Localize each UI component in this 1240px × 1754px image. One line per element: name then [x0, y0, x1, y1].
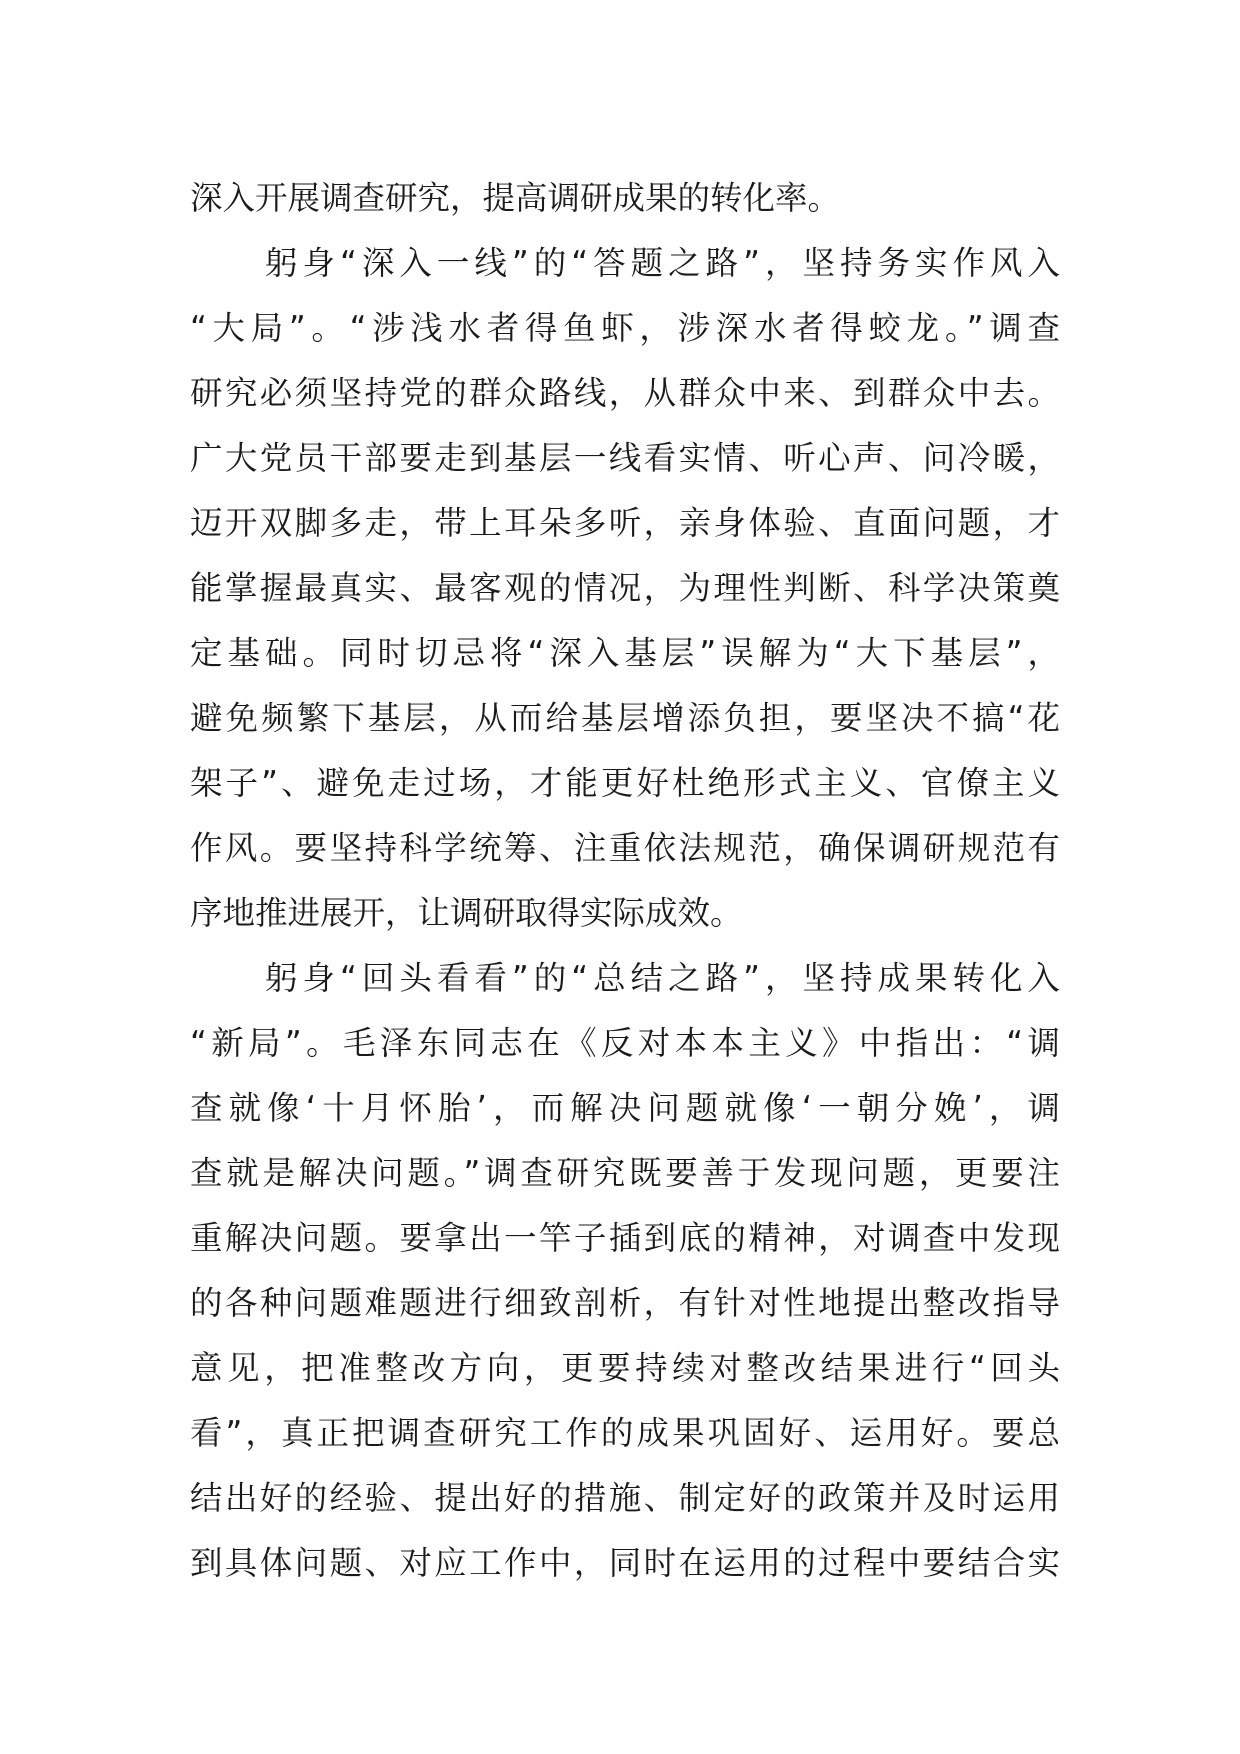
text-line: “大局”。“涉浅水者得鱼虾，涉深水者得蛟龙。”调查 [190, 309, 1060, 347]
text-line: 研究必须坚持党的群众路线，从群众中来、到群众中去。 [190, 374, 1060, 412]
text-line: 到具体问题、对应工作中，同时在运用的过程中要结合实 [190, 1544, 1060, 1582]
text-line: 迈开双脚多走，带上耳朵多听，亲身体验、直面问题，才 [190, 504, 1060, 542]
text-line: 深入开展调查研究，提高调研成果的转化率。 [190, 179, 841, 217]
text-line: 结出好的经验、提出好的措施、制定好的政策并及时运用 [190, 1479, 1060, 1517]
text-line: 重解决问题。要拿出一竿子插到底的精神，对调查中发现 [190, 1219, 1060, 1257]
text-line: 意见，把准整改方向，更要持续对整改结果进行“回头 [190, 1349, 1060, 1387]
body-text [190, 166, 1060, 1596]
text-line: 躬身“深入一线”的“答题之路”，坚持务实作风入 [190, 244, 1060, 282]
text-line: 定基础。同时切忌将“深入基层”误解为“大下基层”， [190, 634, 1060, 672]
text-line: 架子”、避免走过场，才能更好杜绝形式主义、官僚主义 [190, 764, 1060, 802]
text-line: 广大党员干部要走到基层一线看实情、听心声、问冷暖， [190, 439, 1060, 477]
text-line: 能掌握最真实、最客观的情况，为理性判断、科学决策奠 [190, 569, 1060, 607]
text-line: “新局”。毛泽东同志在《反对本本主义》中指出：“调 [190, 1024, 1060, 1062]
text-line: 查就是解决问题。”调查研究既要善于发现问题，更要注 [190, 1154, 1060, 1192]
text-line: 查就像‘十月怀胎’，而解决问题就像‘一朝分娩’，调 [190, 1089, 1060, 1127]
text-line: 看”，真正把调查研究工作的成果巩固好、运用好。要总 [190, 1414, 1060, 1452]
text-line: 躬身“回头看看”的“总结之路”，坚持成果转化入 [190, 959, 1060, 997]
text-line: 序地推进展开，让调研取得实际成效。 [190, 894, 743, 932]
text-line: 作风。要坚持科学统筹、注重依法规范，确保调研规范有 [190, 829, 1060, 867]
text-line: 避免频繁下基层，从而给基层增添负担，要坚决不搞“花 [190, 699, 1060, 737]
text-line: 的各种问题难题进行细致剖析，有针对性地提出整改指导 [190, 1284, 1060, 1322]
